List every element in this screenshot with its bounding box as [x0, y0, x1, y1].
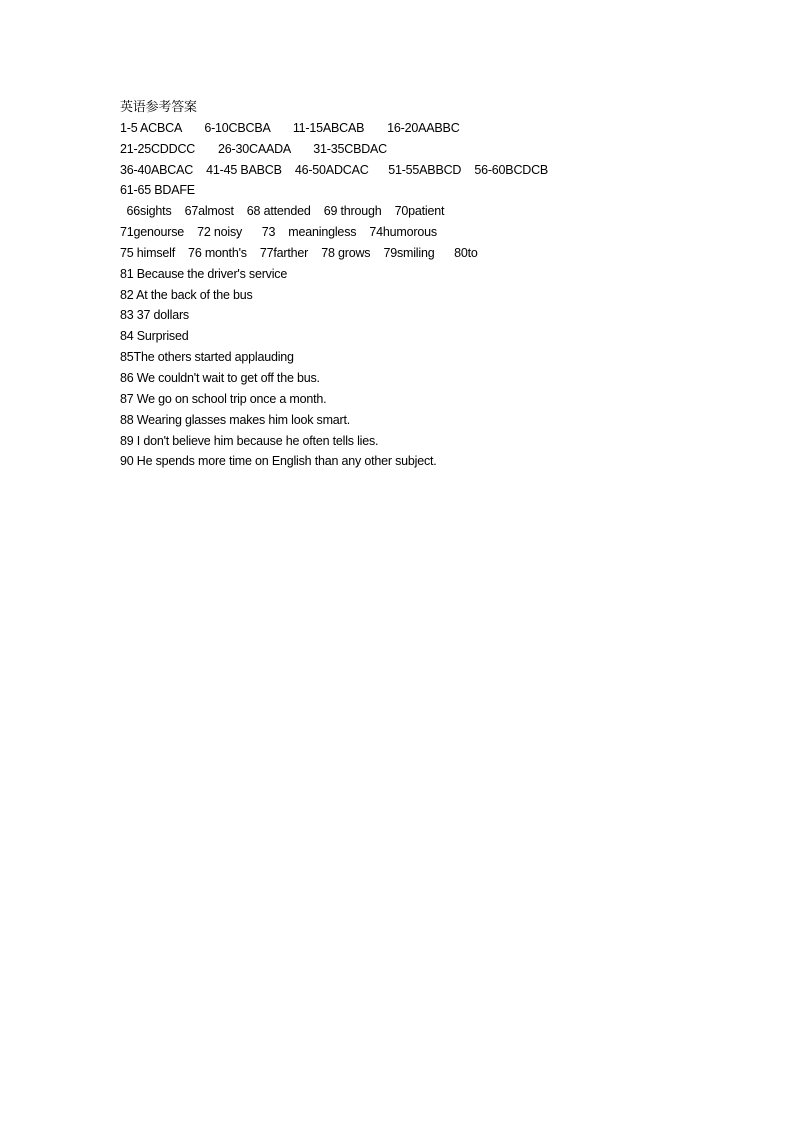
answer-key-body [120, 97, 740, 472]
answer-line-84: 84 Surprised [120, 329, 189, 344]
answer-line-1-20: 1-5 ACBCA 6-10CBCBA 11-15ABCAB 16-20AABBC [120, 120, 460, 135]
answer-line-87: 87 We go on school trip once a month. [120, 391, 327, 406]
answer-line-71-74: 71genourse 72 noisy 73 meaningless 74humorous [120, 225, 437, 240]
answer-line-83: 83 37 dollars [120, 308, 189, 323]
answer-line-85: 85The others started applauding [120, 350, 294, 365]
answer-line-82: 82 At the back of the bus [120, 287, 253, 302]
answer-line-81: 81 Because the driver's service [120, 266, 288, 281]
answer-line-89: 89 I don't believe him because he often tells lies. [120, 433, 379, 448]
answer-line-61-65: 61-65 BDAFE [120, 183, 195, 198]
answer-line-75-80: 75 himself 76 month's 77farther 78 grows 79smiling 80to [120, 245, 478, 260]
answer-line-90: 90 He spends more time on English than any other subject. [120, 454, 437, 469]
answer-line-21-35: 21-25CDDCC 26-30CAADA 31-35CBDAC [120, 141, 387, 156]
document-title: 英语参考答案 [120, 99, 197, 114]
answer-line-36-60: 36-40ABCAC 41-45 BABCB 46-50ADCAC 51-55ABBCD 56-60BCDCB [120, 162, 549, 177]
answer-line-88: 88 Wearing glasses makes him look smart. [120, 412, 351, 427]
answer-line-66-70: 66sights 67almost 68 attended 69 through 70patient [120, 204, 445, 219]
answer-line-86: 86 We couldn't wait to get off the bus. [120, 370, 320, 385]
